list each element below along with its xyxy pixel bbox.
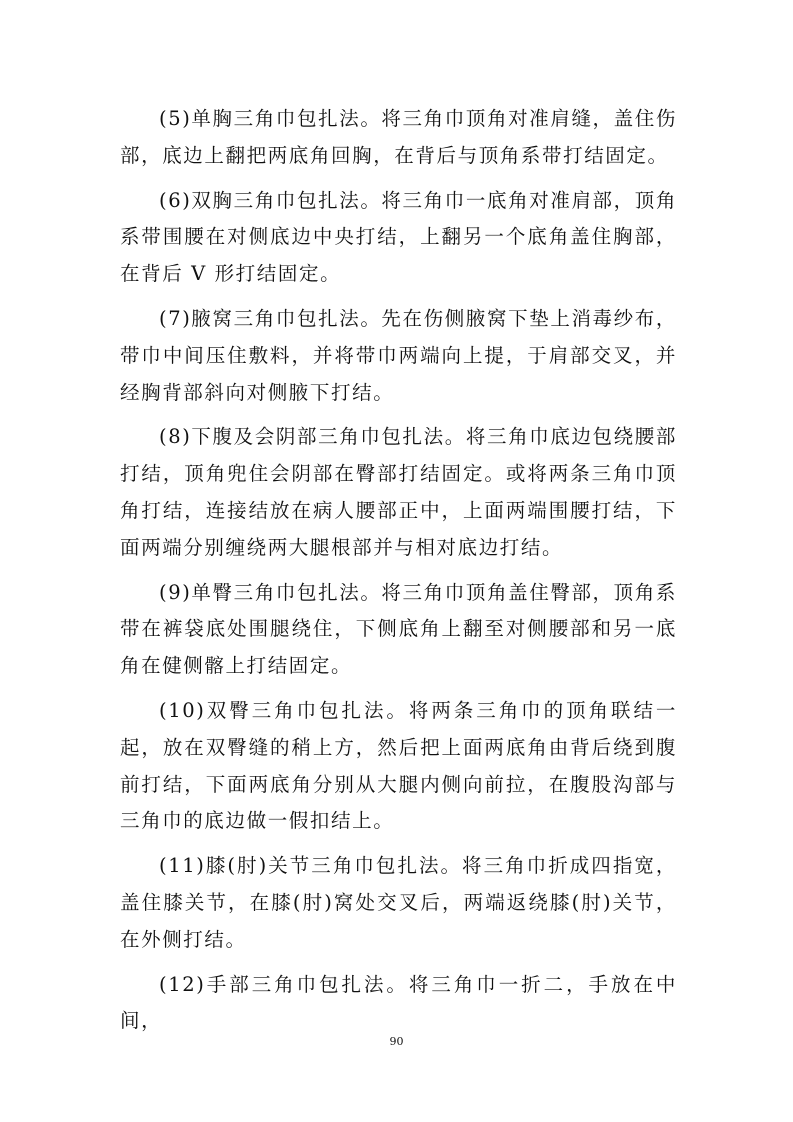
paragraph-single-chest-bandage: (5)单胸三角巾包扎法。将三角巾顶角对准肩缝，盖住伤部，底边上翻把两底角回胸，在背后与顶角系带打结固定。: [120, 107, 677, 167]
paragraph-lower-abdomen-perineum-bandage: (8)下腹及会阴部三角巾包扎法。将三角巾底边包绕腰部打结，顶角兜住会阴部在臀部打结固定。或将两条三角巾顶角打结，连接结放在病人腰部正中，上面两端围腰打结，下面两端分别缠绕两大腿根部并与相对底边打结。: [120, 425, 677, 559]
document-body: [120, 101, 677, 1048]
paragraph-double-buttock-bandage: (10)双臀三角巾包扎法。将两条三角巾的顶角联结一起，放在双臀缝的稍上方，然后把上面两底角由背后绕到腹前打结，下面两底角分别从大腿内侧向前拉，在腹股沟部与三角巾的底边做一假扣结上。: [120, 698, 677, 833]
paragraph-hand-bandage: (12)手部三角巾包扎法。将三角巾一折二，手放在中间，: [120, 972, 677, 1033]
paragraph-knee-elbow-bandage: (11)膝(肘)关节三角巾包扎法。将三角巾折成四指宽，盖住膝关节，在膝(肘)窝处交叉后，两端返绕膝(肘)关节，在外侧打结。: [120, 854, 677, 951]
paragraph-double-chest-bandage: (6)双胸三角巾包扎法。将三角巾一底角对准肩部，顶角系带围腰在对侧底边中央打结，上翻另一个底角盖住胸部，在背后 V 形打结固定。: [120, 188, 677, 286]
paragraph-single-buttock-bandage: (9)单臀三角巾包扎法。将三角巾顶角盖住臀部，顶角系带在裤袋底处围腿绕住，下侧底角上翻至对侧腰部和另一底角在健侧髂上打结固定。: [120, 580, 677, 678]
page-number: 90: [389, 1035, 404, 1048]
paragraph-armpit-bandage: (7)腋窝三角巾包扎法。先在伤侧腋窝下垫上消毒纱布，带巾中间压住敷料，并将带巾两端向上提，于肩部交叉，并经胸背部斜向对侧腋下打结。: [120, 306, 677, 404]
